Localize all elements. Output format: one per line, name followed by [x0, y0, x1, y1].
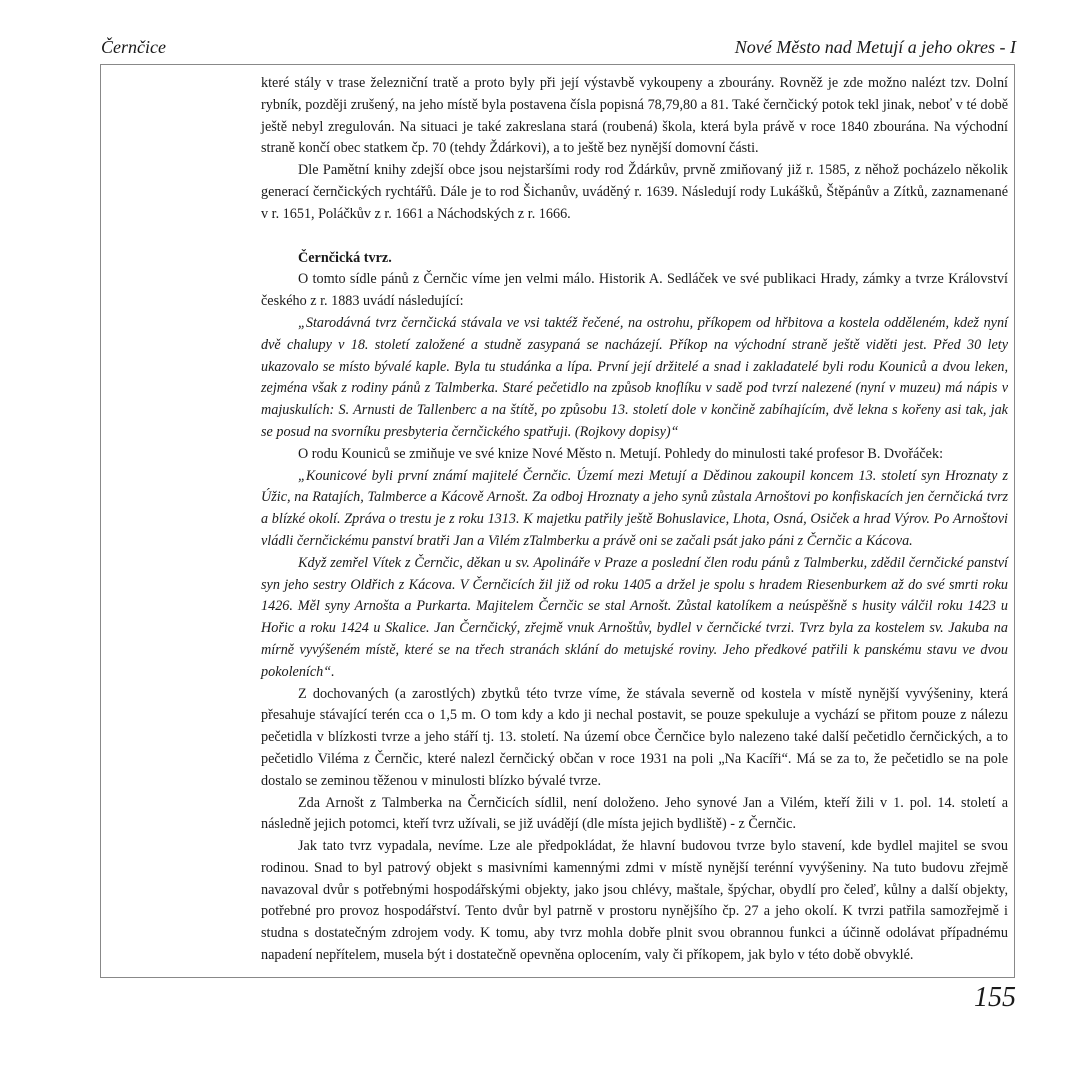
running-header-left: Černčice [101, 37, 166, 57]
quote-dvoracek-1: „Kounicové byli první známí majitelé Černčic. Území mezi Metují a Dědinou zakoupil koncem 13. století syn Hroznaty z Úžic, na Ratajích, Talmberce a Kácově Arnošt. Za odboj Hroznaty a jeho synů zůstala Arnoštovi po konfiskacích jen černčická tvrz a blízké okolí. Zpráva o trestu je z roku 1313. K majetku patřily ještě Bohuslavice, Lhota, Osná, Osiček a hrad Výrov. Po Arnoštovi vládli černčickému panství bratři Jan a Vilém zTalmberku a právě oni se začali psát jako páni z Černčic a Kácova. [261, 467, 1008, 549]
paragraph-intro: O tomto sídle pánů z Černčic víme jen velmi málo. Historik A. Sedláček ve své publikaci Hrady, zámky a tvrze Království českého z r. 1883 uvádí následující: [261, 271, 1008, 310]
paragraph-remains: Z dochovaných (a zarostlých) zbytků této tvrze víme, že stávala severně od kostela v místě nynější vyvýšeniny, která přesahuje stávající terén cca o 1,5 m. O tom kdy a kdo ji nechal postavit, se pouze spekuluje a vychází se přitom pouze z nálezu pečetidla v blízkosti tvrze a jeho stáří tj. 13. století. Na území obce Černčice bylo nalezeno také další pečetidlo černčických, a to pečetidlo Viléma z Černčic, které nalezl černčický občan v roce 1931 na poli „Na Kacíři“. Má se za to, že pečetidlo se na pole dostalo se zeminou těženou v minulosti blízko bývalé tvrze. [261, 685, 1008, 789]
body-text [261, 73, 1008, 967]
paragraph-gap [261, 226, 1008, 248]
quote-sedlacek: „Starodávná tvrz černčická stávala ve vsi taktéž řečené, na ostrohu, příkopem od hřbitova a kostela odděleném, kdež nyní dvě chalupy v 18. století založené a studně zasypaná se nacházejí. Příkop na východní straně ještě viděti jest. Před 30 lety ukazovalo se místo bývalé kaple. Byla tu studánka a lípa. První její držitelé a snad i zakladatelé byli rodu Kouniců a dvou leken, zejména však z rodiny pánů z Talmberka. Staré pečetidlo na způsob knoflíku v sadě pod tvrzí nalezené (nyní v muzeu) má nápis v majuskulích: S. Arnusti de Tallenberc a na štítě, po způsobu 13. století dole v končině zabíhajícím, dvě lekna s kořeny asi tak, jak se posud na svorníku presbyteria černčického spatřuji. (Rojkovy dopisy)“ [261, 314, 1008, 440]
paragraph-families: Dle Pamětní knihy zdejší obce jsou nejstaršími rody rod Ždárkův, prvně zmiňovaný již r. 1585, z něhož pocházelo několik generací černčických rychtářů. Dále je to rod Šichanův, uváděný r. 1639. Následují rody Lukášků, Štěpánův a Zítků, zaznamenané v r. 1651, Poláčkův z r. 1661 a Náchodských z r. 1666. [261, 162, 1008, 222]
quote-dvoracek-2: Když zemřel Vítek z Černčic, děkan u sv. Apolináře v Praze a poslední člen rodu pánů z Talmberku, zdědil černčické panství syn jeho sestry Oldřich z Kácova. V Černčicích žil již od roku 1405 a držel je spolu s hradem Riesenburkem až do své smrti roku 1426. Měl syny Arnošta a Purkarta. Majitelem Černčic se stal Arnošt. Zůstal katolíkem a neúspěšně s husity válčil roku 1423 u Hořic a roku 1424 u Skalice. Jan Černčický, zřejmě vnuk Arnoštův, bydlel v černčické tvrzi. Tvrz byla za kostelem sv. Jakuba na mírně vyvýšeném místě, které se na třech stranách sklání do metujské roviny. Jeho předkové patřili k panskému stavu ve dvou pokoleních“. [261, 554, 1008, 680]
paragraph-railway: které stály v trase železniční tratě a proto byly při její výstavbě vykoupeny a zbourány. Rovněž je zde možno nalézt tzv. Dolní rybník, později zrušený, na jeho místě byla postavena čísla popisná 78,79,80 a 81. Také černčický potok tekl jinak, neboť v té době ještě nebyl zregulován. Na situaci je také zakreslana stará (roubená) škola, která byla právě v roce 1840 zbourána. Na východní straně končí obec statkem čp. 70 (tehdy Ždárkovi), a to ještě bez nynější domovní části. [261, 75, 1008, 157]
page-number: 155 [974, 982, 1016, 1013]
section-heading: Černčická tvrz. [298, 249, 392, 266]
running-header-right: Nové Město nad Metují a jeho okres - I [734, 37, 1016, 57]
paragraph-arnost: Zda Arnošt z Talmberka na Černčicích sídlil, není doloženo. Jeho synové Jan a Vilém, kteří žili v 1. pol. 14. století a následně jejich potomci, kteří tvrz užívali, se již uvádějí (dle místa jejich bydliště) - z Černčic. [261, 794, 1008, 833]
paragraph-kounic: O rodu Kouniců se zmiňuje ve své knize Nové Město n. Metují. Pohledy do minulosti také profesor B. Dvořáček: [298, 445, 944, 462]
paragraph-appearance: Jak tato tvrz vypadala, nevíme. Lze ale předpokládat, že hlavní budovou tvrze bylo stavení, kde bydlel majitel se svou rodinou. Snad to byl patrový objekt s masivními kamennými zdmi v místě nynější terénní vyvýšeniny. Na tuto budovu zřejmě navazoval dvůr s potřebnými hospodářskými objekty, jako jsou chlévy, maštale, špýchar, obydlí pro čeleď, kůlny a další objekty, potřebné pro provoz hospodářství. Tento dvůr byl patrně v prostoru nynějšího čp. 27 a jeho okolí. K tvrzi patřila samozřejmě i studna s dostatečným zdrojem vody. K tomu, aby tvrz mohla dobře plnit svou obrannou funkci a účinně odolávat případnému napadení nepřítelem, musela být i dostatečně opevněna oplocením, valy či příkopem, jak bylo v této době obvyklé. [261, 838, 1008, 964]
